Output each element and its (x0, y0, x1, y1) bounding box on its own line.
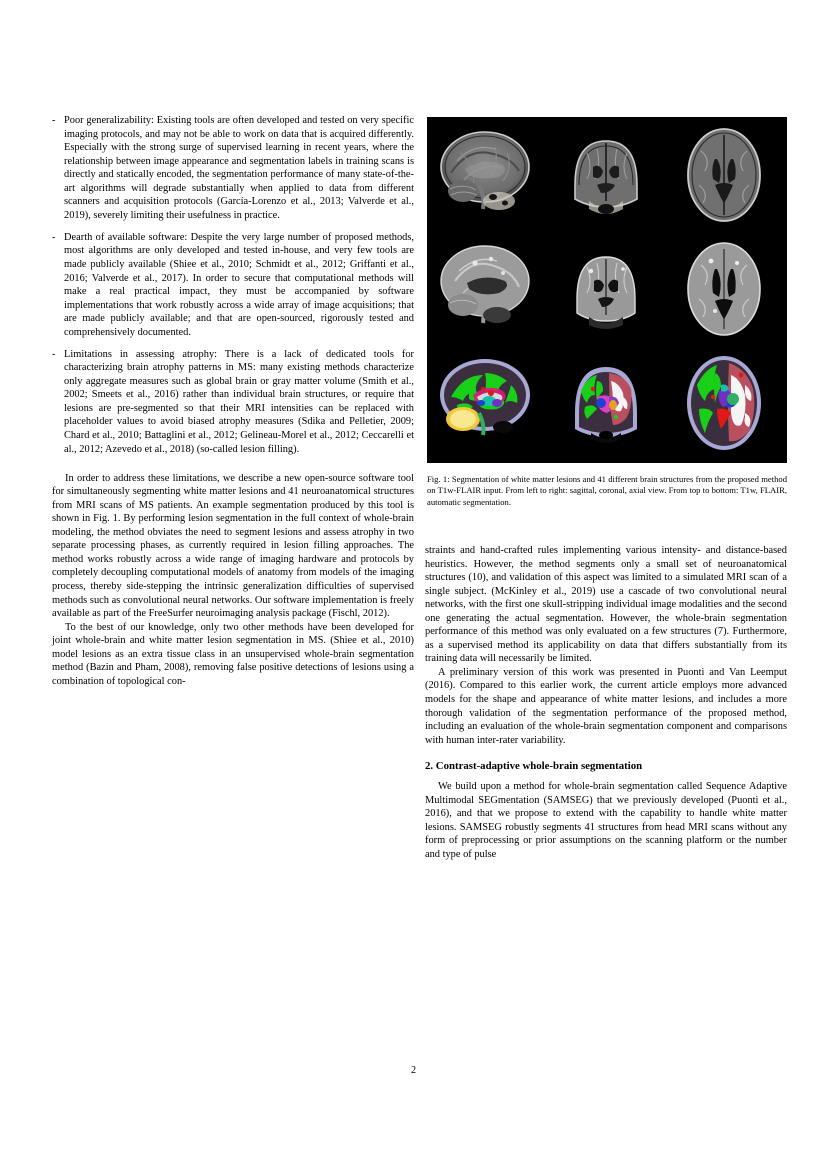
figure-1-caption: Fig. 1: Segmentation of white matter lesions and 41 different brain structures from the proposed method on T1w-FLAIR input. From left to right: sagittal, coronal, axial view. From top to bottom: T1w, FLAIR, automatic segmentation. (427, 474, 787, 507)
right-column (425, 544, 787, 861)
figure-row-flair (427, 237, 787, 345)
section-heading-2: 2. Contrast-adaptive whole-brain segmentation (425, 760, 643, 773)
figure-row-segmentation (427, 351, 787, 459)
limitations-bullet-list (52, 114, 414, 456)
bullet-item (52, 231, 414, 339)
brain-seg-coronal (553, 351, 659, 459)
body-paragraph: A preliminary version of this work was presented in Puonti and Van Leemput (2016). Compared to this earlier work, the current article employs more advanced models for the shape and appearance of white matter lesions, and includes a more thorough validation of the segmentation performance of the proposed method, including an evaluation of the whole-brain segmentation component and comparisons with human inter-rater variability. (425, 666, 787, 746)
brain-t1w-sagittal (433, 123, 539, 231)
brain-flair-axial (671, 237, 777, 345)
figure-row-t1w (427, 123, 787, 231)
body-paragraph: To the best of our knowledge, only two other methods have been developed for joint whole-brain and white matter lesion segmentation in MS. (Shiee et al., 2010) model lesions as an extra tissue class in an unsupervised whole-brain segmentation method (Bazin and Pham, 2008), removing false positive detections of lesions using a combination of topological con- (52, 621, 414, 687)
bullet-text: Poor generalizability: Existing tools are often developed and tested on very specific imaging protocols, and may not be able to work on data that is acquired differently. Especially with the strong surge of supervised learning in recent years, where the relationship between image appearance and segmentation labels in training scans is directly and statically encoded, the segmentation performance of many state-of-the-art algorithms will degrade substantially when applied to data from different scanners and acquisition protocols (García-Lorenzo et al., 2013; Valverde et al., 2019), severely limiting their usefulness in practice. (64, 115, 414, 221)
heading-spacer (425, 773, 787, 780)
bullet-dash: - (52, 348, 56, 360)
section-spacer (425, 747, 787, 759)
brain-t1w-axial (671, 123, 777, 231)
brain-flair-sagittal (433, 237, 539, 345)
figure-1-image (427, 117, 787, 463)
bullet-item (52, 348, 414, 456)
bullet-text: Limitations in assessing atrophy: There is a lack of dedicated tools for characterizing brain atrophy patterns in MS: many existing methods characterize only aggregate measures such as global brain or gray matter volume (Smith et al., 2002; Smeets et al., 2016) rather than individual brain structures, or require that lesions are pre-segmented so that their MRI intensities can be replaced with placeholder values to avoid biased atrophy measures (Sdika and Pelletier, 2009; Chard et al., 2010; Battaglini et al., 2012; Gelineau-Morel et al., 2012; Ceccarelli et al., 2012; Azevedo et al., 2018) (so-called lesion filling). (64, 348, 414, 455)
brain-seg-sagittal (433, 351, 539, 459)
bullet-text: Dearth of available software: Despite the very large number of proposed methods, most algorithms are only developed and tested in-house, and very few tools are made publicly available (Shiee et al., 2010; Schmidt et al., 2012; Griffanti et al., 2016; Valverde et al., 2017). In order to secure that computational methods will make a real practical impact, they must be accompanied by software implementations that work robustly across a wide array of image acquisitions; that are made publicly available; and that are open-sourced, rigorously tested and comprehensively documented. (64, 231, 414, 338)
brain-flair-coronal (553, 237, 659, 345)
page-number: 2 (410, 1065, 417, 1076)
figure-1 (427, 117, 787, 508)
bullet-dash: - (52, 231, 56, 243)
paragraph-spacer (52, 465, 414, 472)
body-paragraph: straints and hand-crafted rules implementing various intensity- and distance-based heuristics. However, the method segments only a small set of neuroanatomical structures (10), and validation of this aspect was limited to a simulated MRI scan of a single subject. (McKinley et al., 2019) use a cascade of two convolutional neural networks, with the first one skull-stripping individual image modalities and the second one generating the actual segmentation. However, the whole-brain segmentation performance of this method was only evaluated on a few structures (7). Furthermore, as a supervised method its applicability on data that differs substantially from its training data will necessarily be limited. (425, 545, 787, 665)
brain-seg-axial (671, 351, 777, 459)
brain-t1w-coronal (553, 123, 659, 231)
bullet-dash: - (52, 115, 56, 126)
body-paragraph: In order to address these limitations, we describe a new open-source software tool for simultaneously segmenting white matter lesions and 41 neuroanatomical structures from MRI scans of MS patients. An example segmentation produced by this tool is shown in Fig. 1. By performing lesion segmentation in the full context of whole-brain modeling, the method obviates the need to segment lesions and assess atrophy in two separate processing phases, as currently required in lesion filling approaches. The method works robustly across a wide range of imaging hardware and protocols by completely decoupling computational models of anatomy from models of the imaging process, thereby side-stepping the intrinsic generalization difficulties of supervised methods such as convolutional neural networks. Our software implementation is freely available as part of the FreeSurfer neuroimaging analysis package (Fischl, 2012). (52, 472, 414, 620)
left-column (52, 114, 414, 688)
bullet-item (52, 114, 414, 222)
body-paragraph: We build upon a method for whole-brain segmentation called Sequence Adaptive Multimodal SEGmentation (SAMSEG) that we previously developed (Puonti et al., 2016), and that we propose to extend with the capability to handle white matter lesions. SAMSEG robustly segments 41 structures from head MRI scans without any form of preprocessing or prior assumptions on the scanning platform or the number and type of pulse (425, 781, 787, 860)
